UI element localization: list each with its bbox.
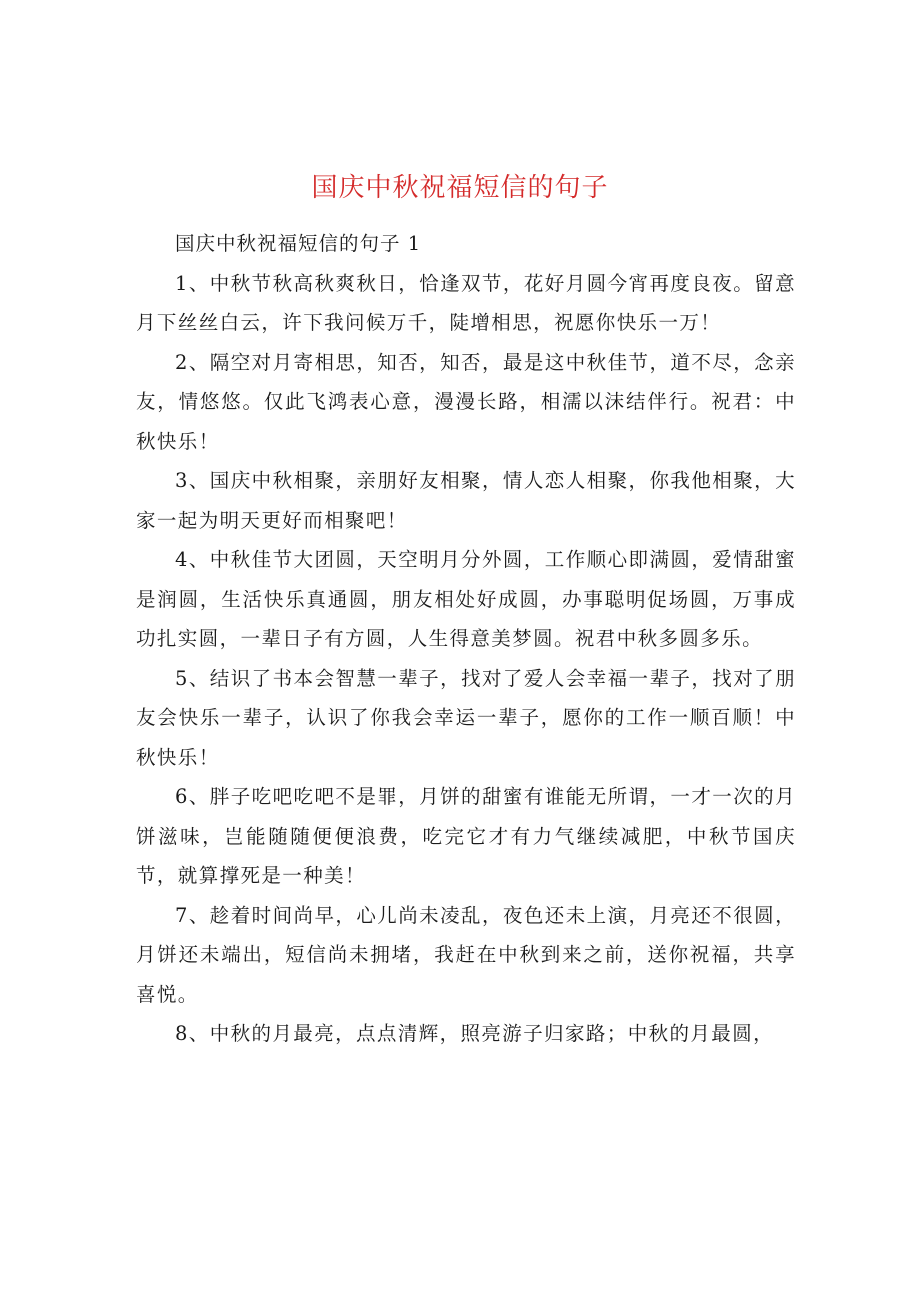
paragraph-6: 6、胖子吃吧吃吧不是罪，月饼的甜蜜有谁能无所谓，一才一次的月饼滋味，岂能随随便便浪费，吃完它才有力气继续减肥，中秋节国庆节，就算撑死是一种美！ [136,785,796,887]
document-body [136,224,796,1054]
paragraph-3: 3、国庆中秋相聚，亲朋好友相聚，情人恋人相聚，你我他相聚，大家一起为明天更好而相聚吧！ [136,469,796,532]
paragraph-4: 4、中秋佳节大团圆，天空明月分外圆，工作顺心即满圆，爱情甜蜜是润圆，生活快乐真通圆，朋友相处好成圆，办事聪明促场圆，万事成功扎实圆，一辈日子有方圆，人生得意美梦圆。祝君中秋多圆多乐。 [136,548,796,650]
paragraph-8: 8、中秋的月最亮，点点清辉，照亮游子归家路；中秋的月最圆， [175,1022,775,1045]
paragraph-2: 2、隔空对月寄相思，知否，知否，最是这中秋佳节，道不尽，念亲友，情悠悠。仅此飞鸿表心意，漫漫长路，相濡以沫结伴行。祝君：中秋快乐！ [136,350,796,453]
document-title: 国庆中秋祝福短信的句子 [311,173,609,203]
section-subtitle: 国庆中秋祝福短信的句子 1 [175,232,422,255]
paragraph-7: 7、趁着时间尚早，心儿尚未凌乱，夜色还未上演，月亮还不很圆，月饼还未端出，短信尚未拥堵，我赶在中秋到来之前，送你祝福，共享喜悦。 [136,903,796,1006]
paragraph-1: 1、中秋节秋高秋爽秋日，恰逢双节，花好月圆今宵再度良夜。留意月下丝丝白云，许下我问候万千，陡增相思，祝愿你快乐一万！ [136,271,796,334]
paragraph-5: 5、结识了书本会智慧一辈子，找对了爱人会幸福一辈子，找对了朋友会快乐一辈子，认识了你我会幸运一辈子，愿你的工作一顺百顺！中秋快乐！ [136,666,796,769]
